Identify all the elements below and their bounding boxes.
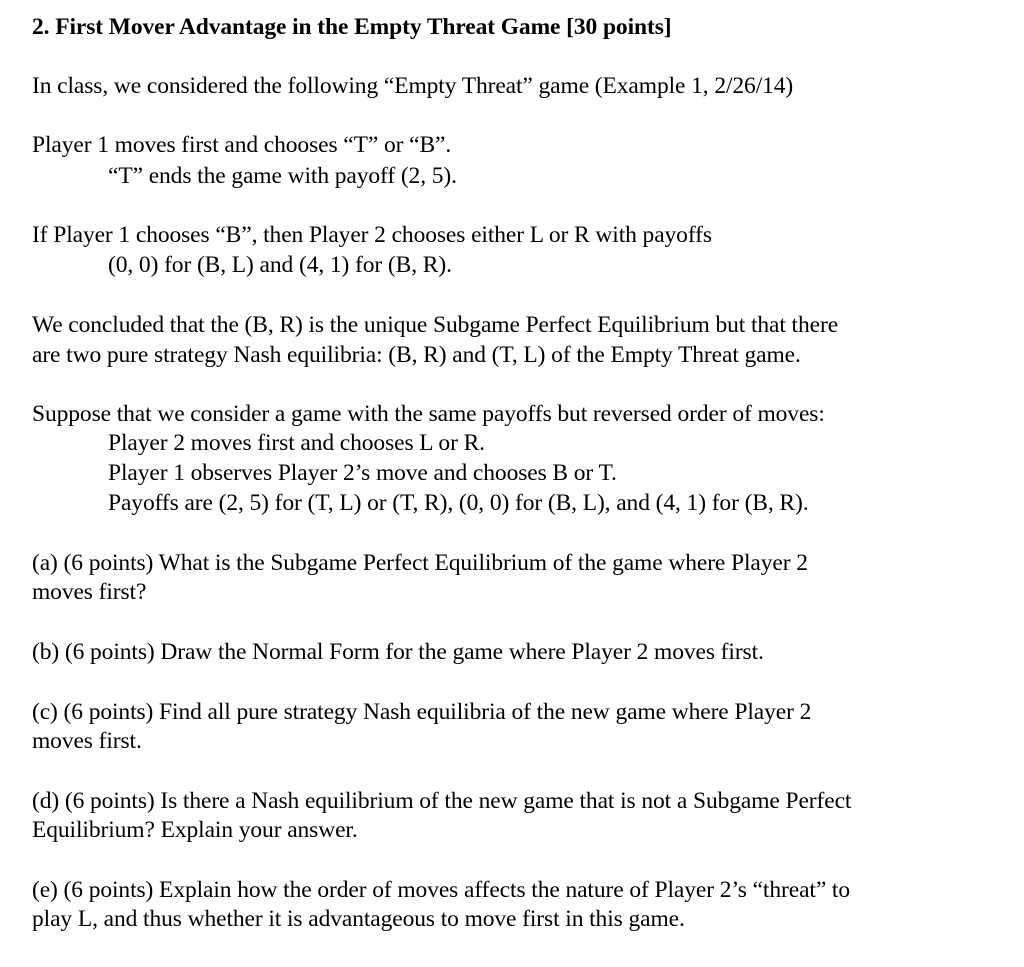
- reversed-line-1: Suppose that we consider a game with the same payoffs but reversed order of moves:: [32, 401, 825, 427]
- question-d-line-1: (d) (6 points) Is there a Nash equilibrium of the new game that is not a Subgame Perfect: [32, 788, 852, 814]
- question-d-line-2: Equilibrium? Explain your answer.: [32, 817, 358, 843]
- conclusion-line-1: We concluded that the (B, R) is the unique Subgame Perfect Equilibrium but that there: [32, 312, 839, 338]
- if-b-line-1: If Player 1 chooses “B”, then Player 2 chooses either L or R with payoffs: [32, 222, 712, 248]
- reversed-line-4: Payoffs are (2, 5) for (T, L) or (T, R), (0, 0) for (B, L), and (4, 1) for (B, R).: [108, 490, 809, 516]
- question-c-line-1: (c) (6 points) Find all pure strategy Nash equilibria of the new game where Player 2: [32, 699, 812, 725]
- question-a-line-2: moves first?: [32, 579, 147, 605]
- question-e-line-2: play L, and thus whether it is advantageous to move first in this game.: [32, 906, 685, 932]
- question-b-line-1: (b) (6 points) Draw the Normal Form for the game where Player 2 moves first.: [32, 639, 764, 665]
- intro-paragraph: In class, we considered the following “Empty Threat” game (Example 1, 2/26/14): [32, 73, 794, 99]
- setup-player1-move: Player 1 moves first and chooses “T” or “B”.: [32, 132, 452, 158]
- question-e-line-1: (e) (6 points) Explain how the order of moves affects the nature of Player 2’s “threat” to: [32, 877, 851, 903]
- setup-t-ends: “T” ends the game with payoff (2, 5).: [108, 163, 457, 189]
- question-a-line-1: (a) (6 points) What is the Subgame Perfect Equilibrium of the game where Player 2: [32, 550, 808, 576]
- question-c-line-2: moves first.: [32, 728, 142, 754]
- reversed-line-3: Player 1 observes Player 2’s move and chooses B or T.: [108, 460, 617, 486]
- problem-title: 2. First Mover Advantage in the Empty Threat Game [30 points]: [32, 14, 672, 40]
- reversed-line-2: Player 2 moves first and chooses L or R.: [108, 430, 485, 456]
- conclusion-line-2: are two pure strategy Nash equilibria: (B, R) and (T, L) of the Empty Threat game.: [32, 342, 801, 368]
- if-b-line-2: (0, 0) for (B, L) and (4, 1) for (B, R).: [108, 252, 452, 278]
